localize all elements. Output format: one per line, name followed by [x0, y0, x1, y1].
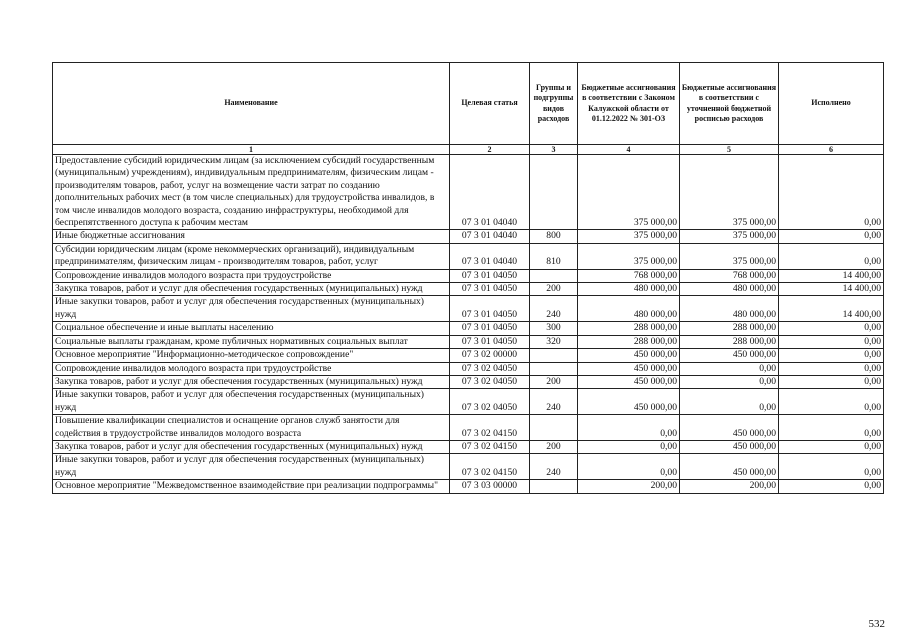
row-executed-amount: 0,00: [779, 362, 884, 375]
column-number: 5: [680, 145, 779, 155]
row-law-amount: 0,00: [578, 440, 680, 453]
table-row: [53, 375, 884, 388]
row-revised-amount: 450 000,00: [680, 349, 779, 362]
row-revised-amount: 480 000,00: [680, 296, 779, 322]
row-target-code: 07 3 01 04050: [450, 283, 530, 296]
row-name: Сопровождение инвалидов молодого возраста при трудоустройстве: [53, 269, 450, 282]
row-executed-amount: 14 400,00: [779, 269, 884, 282]
table-row: [53, 155, 884, 230]
table-row: [53, 362, 884, 375]
row-target-code: 07 3 01 04040: [450, 230, 530, 243]
row-target-code: 07 3 02 04150: [450, 440, 530, 453]
row-target-code: 07 3 01 04040: [450, 155, 530, 230]
header-executed: Исполнено: [779, 63, 884, 145]
row-executed-amount: 14 400,00: [779, 296, 884, 322]
table-row: [53, 440, 884, 453]
row-law-amount: 480 000,00: [578, 296, 680, 322]
column-number: 6: [779, 145, 884, 155]
table-row: [53, 296, 884, 322]
table-row: [53, 335, 884, 348]
table-row: [53, 415, 884, 441]
row-executed-amount: 14 400,00: [779, 283, 884, 296]
header-law: Бюджетные ассигнования в соответствии с Законом Калужской области от 01.12.2022 № 301-ОЗ: [578, 63, 680, 145]
row-revised-amount: 450 000,00: [680, 454, 779, 480]
table-body: [53, 155, 884, 494]
row-revised-amount: 375 000,00: [680, 230, 779, 243]
column-number: 4: [578, 145, 680, 155]
row-name: Основное мероприятие "Информационно-методическое сопровождение": [53, 349, 450, 362]
row-executed-amount: 0,00: [779, 335, 884, 348]
row-target-code: 07 3 02 04150: [450, 415, 530, 441]
row-executed-amount: 0,00: [779, 415, 884, 441]
row-name: Закупка товаров, работ и услуг для обеспечения государственных (муниципальных) нужд: [53, 440, 450, 453]
table-row: [53, 230, 884, 243]
row-revised-amount: 450 000,00: [680, 440, 779, 453]
row-name: Субсидии юридическим лицам (кроме некоммерческих организаций), индивидуальным предпринимателям, физическим лицам - производителям товаров, работ, услуг: [53, 243, 450, 269]
header-name: Наименование: [53, 63, 450, 145]
column-number: 1: [53, 145, 450, 155]
row-group-code: 810: [530, 243, 578, 269]
row-executed-amount: 0,00: [779, 155, 884, 230]
row-target-code: 07 3 01 04050: [450, 335, 530, 348]
row-group-code: [530, 155, 578, 230]
row-revised-amount: 480 000,00: [680, 283, 779, 296]
row-law-amount: 375 000,00: [578, 155, 680, 230]
row-group-code: 240: [530, 454, 578, 480]
row-target-code: 07 3 01 04050: [450, 296, 530, 322]
row-law-amount: 450 000,00: [578, 389, 680, 415]
row-revised-amount: 450 000,00: [680, 415, 779, 441]
budget-table: [52, 62, 884, 494]
row-revised-amount: 375 000,00: [680, 243, 779, 269]
row-name: Иные закупки товаров, работ и услуг для обеспечения государственных (муниципальных) нужд: [53, 389, 450, 415]
row-executed-amount: 0,00: [779, 480, 884, 493]
table-row: [53, 349, 884, 362]
row-executed-amount: 0,00: [779, 322, 884, 335]
column-number: 2: [450, 145, 530, 155]
row-executed-amount: 0,00: [779, 440, 884, 453]
row-target-code: 07 3 03 00000: [450, 480, 530, 493]
row-group-code: 200: [530, 375, 578, 388]
row-law-amount: 288 000,00: [578, 322, 680, 335]
table-row: [53, 454, 884, 480]
table-row: [53, 243, 884, 269]
row-group-code: [530, 415, 578, 441]
row-group-code: [530, 349, 578, 362]
row-executed-amount: 0,00: [779, 389, 884, 415]
row-law-amount: 450 000,00: [578, 349, 680, 362]
row-executed-amount: 0,00: [779, 230, 884, 243]
row-law-amount: 0,00: [578, 415, 680, 441]
row-revised-amount: 288 000,00: [680, 335, 779, 348]
row-group-code: 200: [530, 440, 578, 453]
row-law-amount: 200,00: [578, 480, 680, 493]
row-group-code: 200: [530, 283, 578, 296]
row-target-code: 07 3 01 04050: [450, 322, 530, 335]
row-law-amount: 450 000,00: [578, 362, 680, 375]
row-group-code: 240: [530, 389, 578, 415]
header-target: Целевая статья: [450, 63, 530, 145]
table-row: [53, 322, 884, 335]
row-executed-amount: 0,00: [779, 349, 884, 362]
table-row: [53, 480, 884, 493]
table-row: [53, 283, 884, 296]
row-revised-amount: 0,00: [680, 389, 779, 415]
row-revised-amount: 0,00: [680, 362, 779, 375]
row-target-code: 07 3 02 04050: [450, 375, 530, 388]
row-revised-amount: 288 000,00: [680, 322, 779, 335]
row-target-code: 07 3 02 04050: [450, 389, 530, 415]
row-name: Повышение квалификации специалистов и оснащение органов служб занятости для содействия в трудоустройстве инвалидов молодого возраста: [53, 415, 450, 441]
row-law-amount: 768 000,00: [578, 269, 680, 282]
row-law-amount: 0,00: [578, 454, 680, 480]
row-target-code: 07 3 02 00000: [450, 349, 530, 362]
row-law-amount: 375 000,00: [578, 243, 680, 269]
row-name: Иные закупки товаров, работ и услуг для обеспечения государственных (муниципальных) нужд: [53, 454, 450, 480]
row-name: Иные бюджетные ассигнования: [53, 230, 450, 243]
row-revised-amount: 768 000,00: [680, 269, 779, 282]
row-group-code: [530, 362, 578, 375]
page-number: 532: [868, 618, 885, 630]
column-number-row: [53, 145, 884, 155]
row-target-code: 07 3 01 04040: [450, 243, 530, 269]
row-executed-amount: 0,00: [779, 454, 884, 480]
row-name: Иные закупки товаров, работ и услуг для обеспечения государственных (муниципальных) нужд: [53, 296, 450, 322]
row-executed-amount: 0,00: [779, 375, 884, 388]
row-law-amount: 480 000,00: [578, 283, 680, 296]
row-group-code: 320: [530, 335, 578, 348]
table-row: [53, 269, 884, 282]
row-group-code: 240: [530, 296, 578, 322]
header-revised: Бюджетные ассигнования в соответствии с уточненной бюджетной росписью расходов: [680, 63, 779, 145]
row-law-amount: 375 000,00: [578, 230, 680, 243]
row-name: Предоставление субсидий юридическим лицам (за исключением субсидий государственным (муниципальным) учреждениям), индивидуальным предпринимателям, физическим лицам - производителям товаров, работ, услуг на возмещение части затрат по созданию дополнительных рабочих мест (в том числе специальных) для трудоустройства инвалидов, в том числе инвалидов молодого возраста, созданию инфраструктуры, необходимой для беспрепятственного доступа к рабочим местам: [53, 155, 450, 230]
table-row: [53, 389, 884, 415]
row-name: Социальные выплаты гражданам, кроме публичных нормативных социальных выплат: [53, 335, 450, 348]
column-number: 3: [530, 145, 578, 155]
row-revised-amount: 200,00: [680, 480, 779, 493]
row-name: Основное мероприятие "Межведомственное взаимодействие при реализации подпрограммы": [53, 480, 450, 493]
row-revised-amount: 0,00: [680, 375, 779, 388]
row-group-code: [530, 269, 578, 282]
row-name: Закупка товаров, работ и услуг для обеспечения государственных (муниципальных) нужд: [53, 283, 450, 296]
row-name: Социальное обеспечение и иные выплаты населению: [53, 322, 450, 335]
row-name: Закупка товаров, работ и услуг для обеспечения государственных (муниципальных) нужд: [53, 375, 450, 388]
row-revised-amount: 375 000,00: [680, 155, 779, 230]
row-target-code: 07 3 02 04150: [450, 454, 530, 480]
row-group-code: [530, 480, 578, 493]
header-row: [53, 63, 884, 145]
row-executed-amount: 0,00: [779, 243, 884, 269]
header-groups: Группы и подгруппы видов расходов: [530, 63, 578, 145]
row-group-code: 300: [530, 322, 578, 335]
row-target-code: 07 3 02 04050: [450, 362, 530, 375]
row-group-code: 800: [530, 230, 578, 243]
row-law-amount: 288 000,00: [578, 335, 680, 348]
row-law-amount: 450 000,00: [578, 375, 680, 388]
row-name: Сопровождение инвалидов молодого возраста при трудоустройстве: [53, 362, 450, 375]
row-target-code: 07 3 01 04050: [450, 269, 530, 282]
